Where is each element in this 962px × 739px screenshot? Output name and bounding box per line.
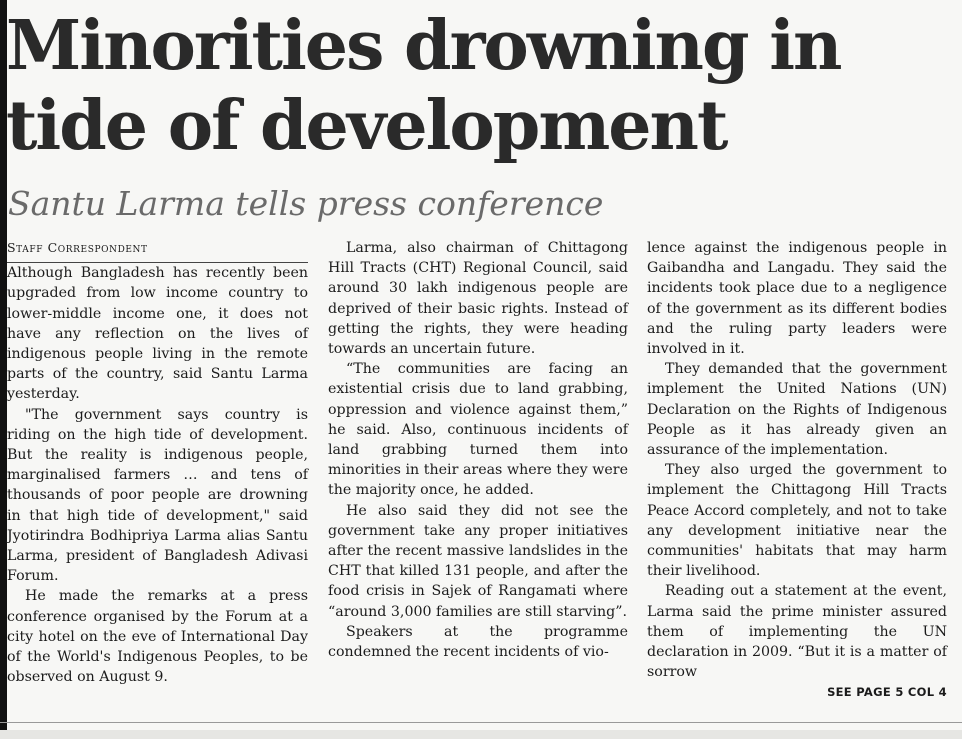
paragraph: Speakers at the programme condemned the recent incidents of vio- — [328, 623, 628, 661]
paragraph: They also urged the government to implement the Chittagong Hill Tracts Peace Accord completely, and not to take any development initiative near the communities' habitats that may harm their livelihood. — [647, 462, 947, 580]
paragraph: He made the remarks at a press conference organised by the Forum at a city hotel on the eve of International Day of the World's Indigenous Peoples, to be observed on August 9. — [7, 588, 308, 686]
paragraph: Reading out a statement at the event, Larma said the prime minister assured them of implementing the UN declaration in 2009. “But it is a matter of sorrow — [647, 583, 947, 681]
article-column-3 — [647, 238, 947, 703]
paragraph: Although Bangladesh has recently been upgraded from low income country to lower-middle income one, it does not have any reflection on the lives of indigenous people living in the remote parts of the country, said Santu Larma yesterday. — [7, 265, 308, 403]
article-column-2 — [328, 238, 628, 662]
paragraph: He also said they did not see the government take any proper initiatives after the recent massive landslides in the CHT that killed 131 people, and after the food crisis in Sajek of Rangamati where “around 3,000 families are still starving”. — [328, 502, 628, 620]
byline: Staff Correspondent — [7, 238, 308, 263]
paragraph: “The communities are facing an existential crisis due to land grabbing, oppression and violence against them,” he said. Also, continuous incidents of land grabbing turned them into minorities in their areas where they were the majority once, he added. — [328, 361, 628, 499]
bottom-strip — [0, 730, 962, 739]
subheadline: Santu Larma tells press conference — [8, 184, 604, 223]
headline: Minorities drowning in tide of development — [6, 6, 841, 166]
paragraph: They demanded that the government implement the United Nations (UN) Declaration on the Rights of Indigenous People as it has already given an assurance of the implementation. — [647, 361, 947, 459]
continuation-jump-line: SEE PAGE 5 COL 4 — [827, 685, 947, 700]
paragraph: Larma, also chairman of Chittagong Hill Tracts (CHT) Regional Council, said around 30 lakh indigenous people are deprived of their basic rights. Instead of getting the rights, they were heading towards an uncertain future. — [328, 240, 628, 358]
article-column-1 — [7, 238, 308, 687]
paragraph-continued: lence against the indigenous people in Gaibandha and Langadu. They said the incidents took place due to a negligence of the government as its different bodies and the ruling party leaders were involved in it. — [647, 240, 947, 358]
paragraph: "The government says country is riding on the high tide of development. But the reality is indigenous people, marginalised farmers … and tens of thousands of poor people are drowning in that high tide of development," said Jyotirindra Bodhipriya Larma alias Santu Larma, president of Bangladesh Adivasi Forum. — [7, 406, 308, 585]
bottom-rule — [0, 722, 962, 723]
